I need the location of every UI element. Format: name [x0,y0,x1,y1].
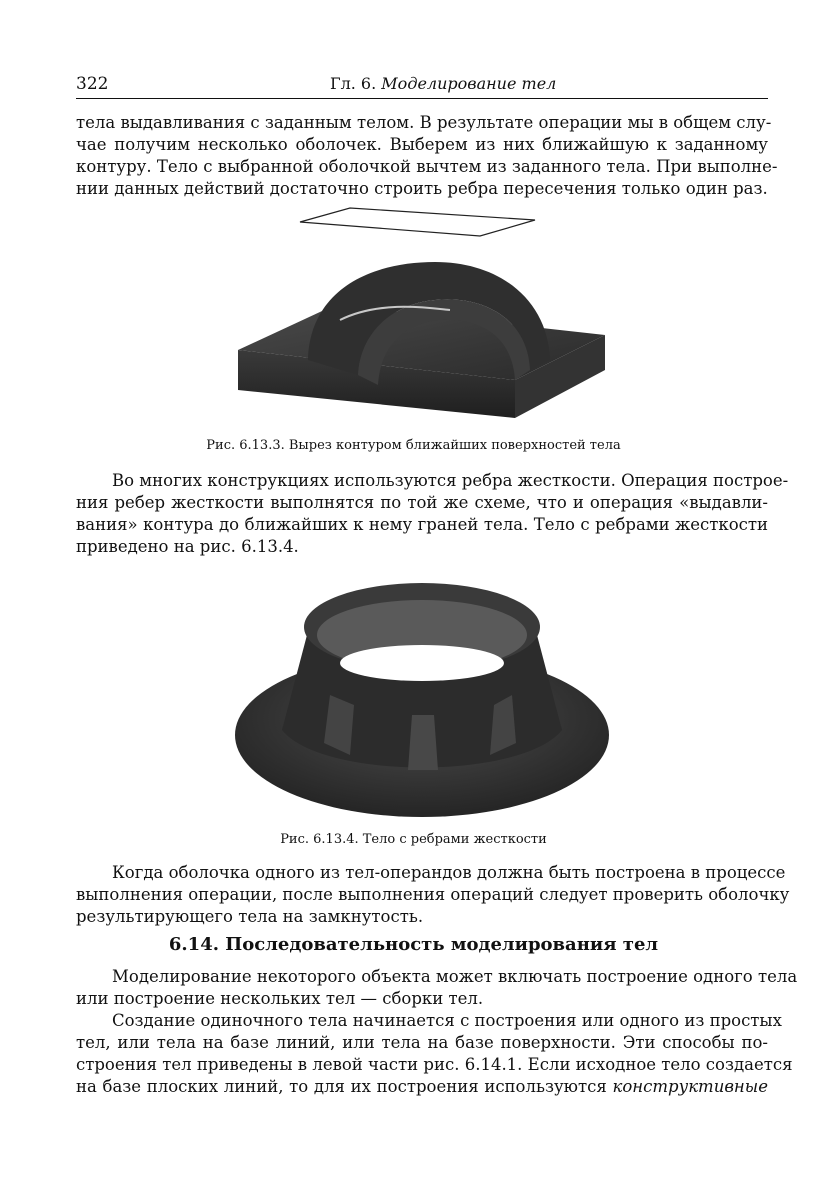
text-line: результирующего тела на замкнутость. [76,907,424,926]
text-line: вания» контура до ближайших к нему граней тела. Тело с ребрами жесткости [76,515,768,534]
header-rule [76,98,768,99]
ring-opening [340,645,504,681]
figure-caption: Рис. 6.13.4. Тело с ребрами жесткости [280,832,547,847]
text-line: строения тел приведены в левой части рис. 6.14.1. Если исходное тело создается [76,1055,793,1074]
rib [408,715,438,770]
figure-caption: Рис. 6.13.3. Вырез контуром ближайших поверхностей тела [206,438,621,453]
text-line: Во многих конструкциях используются ребра жесткости. Операция построе- [112,471,789,490]
text-line: выполнения операции, после выполнения операций следует проверить оболочку [76,885,790,904]
paragraph-1 [76,112,778,200]
italic-term: конструктивные [612,1077,768,1096]
cutout-body-figure [230,200,610,425]
text-line [76,1076,768,1098]
running-head [330,74,556,93]
paragraph-4 [76,966,798,1010]
text-line: чае получим несколько оболочек. Выберем из них ближайшую к заданному [76,135,768,154]
chapter-number: Гл. 6. [330,74,377,93]
text-line: тел, или тела на базе линий, или тела на базе поверхности. Эти способы по- [76,1033,768,1052]
paragraph-3 [76,862,790,928]
text-line: или построение нескольких тел — сборки тел. [76,989,484,1008]
page-number: 322 [76,74,109,94]
text-line: нии данных действий достаточно строить ребра пересечения только один раз. [76,179,768,198]
paragraph-2 [76,470,789,558]
section-title: 6.14. Последовательность моделирования тел [168,934,659,955]
paragraph-5 [76,1010,793,1098]
text-line: контуру. Тело с выбранной оболочкой вычтем из заданного тела. При выполне- [76,157,778,176]
contour-plane [300,208,535,236]
text-line: ния ребер жесткости выполнятся по той же схеме, что и операция «выдавли- [76,493,768,512]
text-line: Моделирование некоторого объекта может включать построение одного тела [112,967,798,986]
text-line: Создание одиночного тела начинается с построения или одного из простых [112,1011,782,1030]
text-line: тела выдавливания с заданным телом. В результате операции мы в общем слу- [76,113,772,132]
text-line: приведено на рис. 6.13.4. [76,537,299,556]
ribbed-body-figure [232,565,612,820]
text-line: Когда оболочка одного из тел-операндов должна быть построена в процессе [112,863,786,882]
chapter-title: Моделирование тел [381,74,557,93]
text-fragment: на базе плоских линий, то для их построения используются [76,1077,607,1096]
